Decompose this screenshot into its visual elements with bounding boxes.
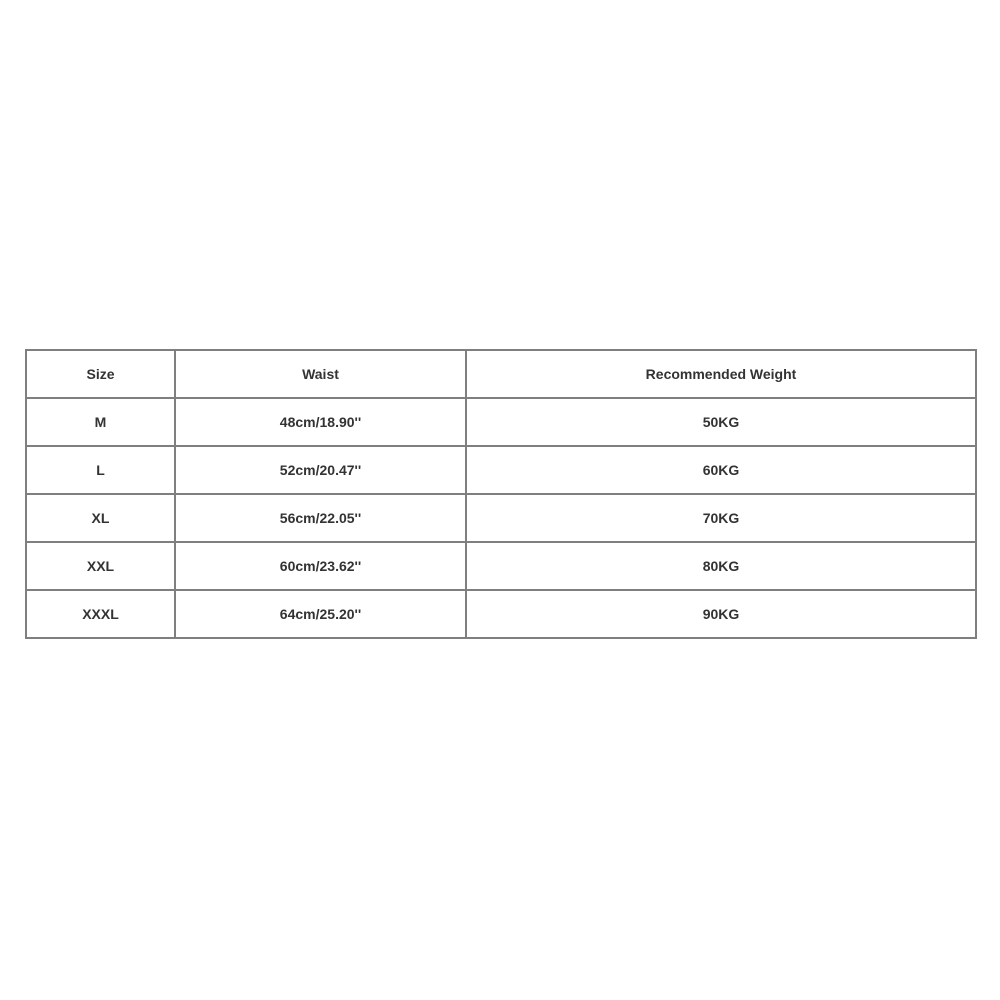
cell-weight: 80KG: [466, 542, 976, 590]
header-row: [26, 350, 976, 398]
table-body: [26, 398, 976, 638]
cell-waist: 48cm/18.90'': [175, 398, 466, 446]
cell-size: M: [26, 398, 175, 446]
table-row: [26, 542, 976, 590]
header-size: Size: [26, 350, 175, 398]
table-row: [26, 494, 976, 542]
cell-waist: 60cm/23.62'': [175, 542, 466, 590]
cell-weight: 50KG: [466, 398, 976, 446]
cell-weight: 90KG: [466, 590, 976, 638]
cell-size: XL: [26, 494, 175, 542]
cell-weight: 70KG: [466, 494, 976, 542]
size-chart-table: [25, 349, 977, 639]
table-row: [26, 446, 976, 494]
cell-size: XXXL: [26, 590, 175, 638]
cell-waist: 52cm/20.47'': [175, 446, 466, 494]
table-row: [26, 398, 976, 446]
cell-weight: 60KG: [466, 446, 976, 494]
table-header: [26, 350, 976, 398]
cell-waist: 64cm/25.20'': [175, 590, 466, 638]
header-recommended-weight: Recommended Weight: [466, 350, 976, 398]
cell-size: L: [26, 446, 175, 494]
table-row: [26, 590, 976, 638]
cell-size: XXL: [26, 542, 175, 590]
cell-waist: 56cm/22.05'': [175, 494, 466, 542]
header-waist: Waist: [175, 350, 466, 398]
